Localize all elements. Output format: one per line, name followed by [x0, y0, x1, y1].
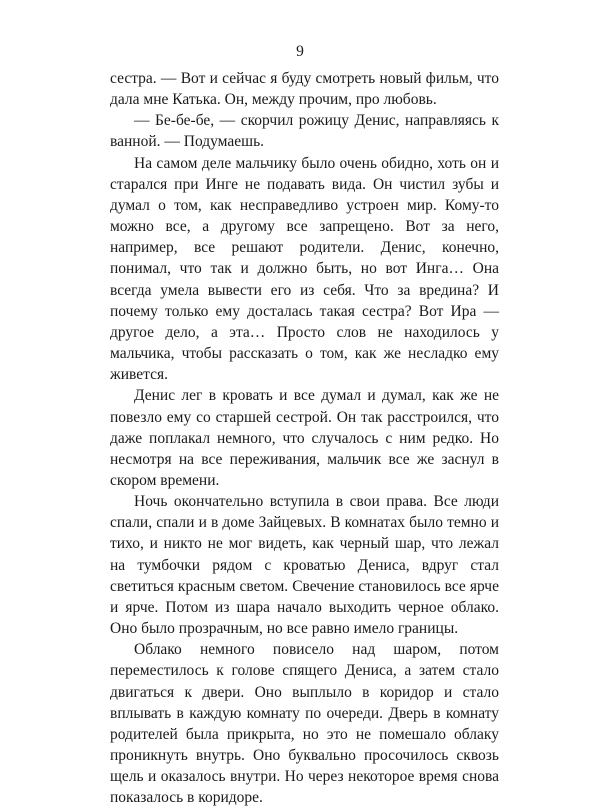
body-text [110, 68, 499, 808]
paragraph: Облако немного повисело над шаром, потом переместилось к голове спящего Дениса, а затем стало двигаться к двери. Оно выплыло в коридор и стало вплывать в каждую комнату по очереди. Дверь в комнату родителей была прикрыта, но это не помешало облаку проникнуть внутрь. Оно буквально просочилось сквозь щель и оказалось внутри. Но через некоторое время снова показалось в коридоре. [110, 641, 499, 807]
paragraph-continued: сестра. — Вот и сейчас я буду смотреть новый фильм, что дала мне Катька. Он, между прочим, про любовь. [110, 70, 499, 109]
paragraph: Денис лег в кровать и все думал и думал, как же не повезло ему со старшей сестрой. Он так расстроился, что даже поплакал немного, что случалось с ним редко. Но несмотря на все переживания, мальчик все же заснул в скором времени. [110, 387, 499, 489]
page-number: 9 [296, 43, 304, 60]
paragraph: Ночь окончательно вступила в свои права. Все люди спали, спали и в доме Зайцевых. В комнатах было темно и тихо, и никто не мог видеть, как черный шар, что лежал на тумбочки рядом с кроватью Дениса, вдруг стал светиться красным светом. Свечение становилось все ярче и ярче. Потом из шара начало выходить черное облако. Оно было прозрачным, но все равно имело границы. [110, 493, 499, 638]
paragraph: — Бе-бе-бе, — скорчил рожицу Денис, направляясь к ванной. — Подумаешь. [110, 112, 499, 151]
paragraph: На самом деле мальчику было очень обидно, хоть он и старался при Инге не подавать вида. Он чистил зубы и думал о том, как несправедливо устроен мир. Кому-то можно все, а другому все запрещено. Вот за него, например, все решают родители. Денис, конечно, понимал, что так и должно быть, но вот Инга… Она всегда умела вывести его из себя. Что за вредина? И почему только ему досталась такая сестра? Вот Ира — другое дело, а эта… Просто слов не находилось у мальчика, чтобы рассказать о том, как же несладко ему живется. [110, 154, 499, 384]
